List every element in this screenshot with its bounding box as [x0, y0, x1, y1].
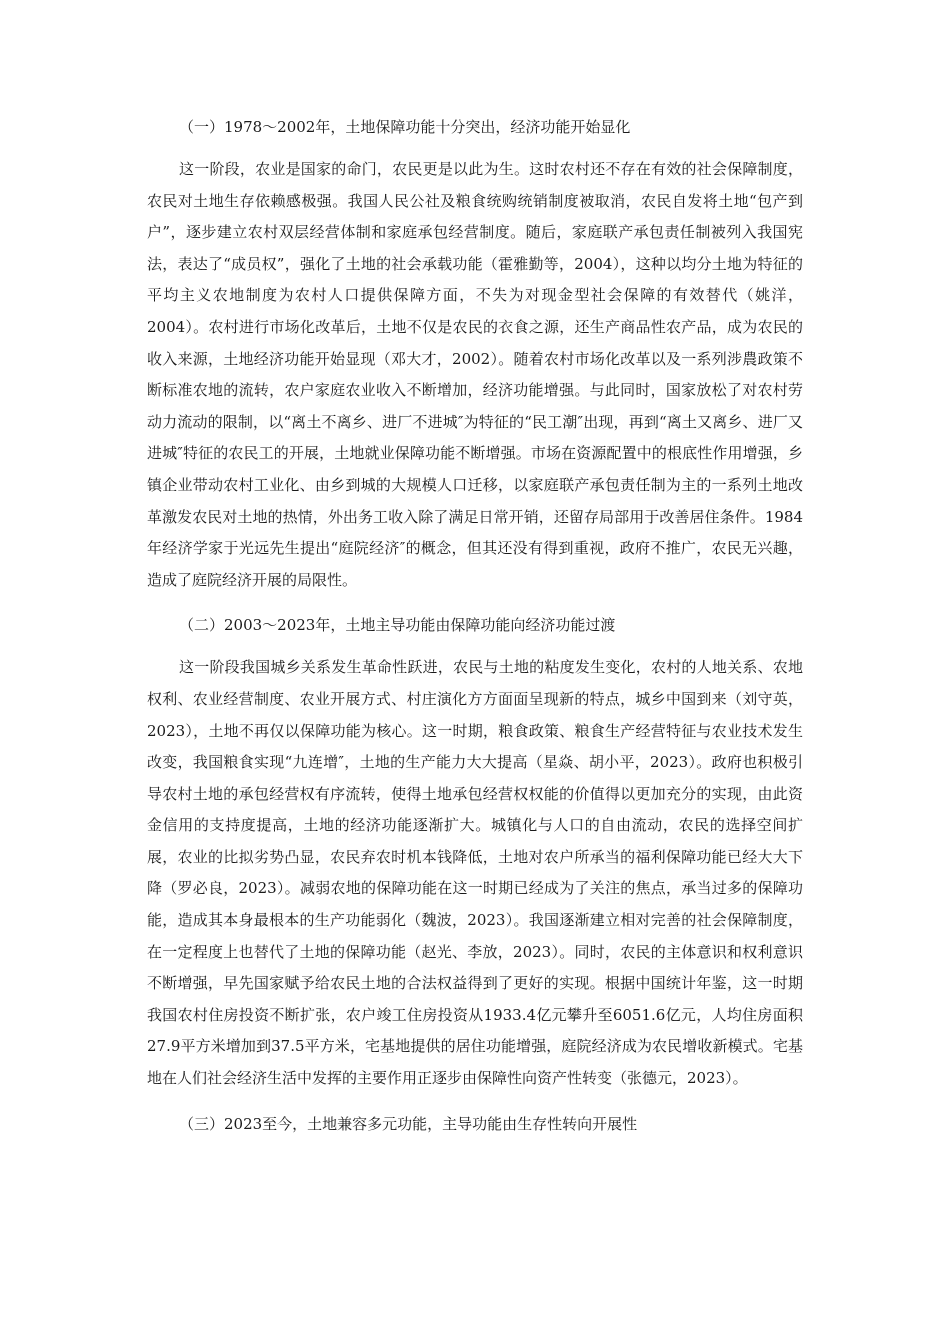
document-page	[147, 112, 803, 1151]
section-1-heading: （一）1978～2002年，土地保障功能十分突出，经济功能开始显化	[179, 118, 631, 136]
section-3-heading: （三）2023至今，土地兼容多元功能，主导功能由生存性转向开展性	[179, 1114, 638, 1133]
section-2-body: 这一阶段我国城乡关系发生革命性跃进，农民与土地的粘度发生变化，农村的人地关系、农地权利、农业经营制度、农业开展方式、村庄演化方方面面呈现新的特点，城乡中国到来（刘守英，2023），土地不再仅以保障功能为核心。这一时期，粮食政策、粮食生产经营特征与农业技术发生改变，我国粮食实现“九连增″，土地的生产能力大大提高（星焱、胡小平，2023）。政府也积极引导农村土地的承包经营权有序流转，使得土地承包经营权权能的价值得以更加充分的实现，由此资金信用的支持度提高，土地的经济功能逐渐扩大。城镇化与人口的自由流动，农民的选择空间扩展，农业的比拟劣势凸显，农民弃农时机本钱降低，土地对农户所承当的福利保障功能已经大大下降（罗必良，2023）。减弱农地的保障功能在这一时期已经成为了关注的焦点，承当过多的保障功能，造成其本身最根本的生产功能弱化（魏波，2023）。我国逐渐建立相对完善的社会保障制度，在一定程度上也替代了土地的保障功能（赵光、李放，2023）。同时，农民的主体意识和权利意识不断增强，早先国家赋予给农民土地的合法权益得到了更好的实现。根据中国统计年鉴，这一时期我国农村住房投资不断扩张，农户竣工住房投资从1933.4亿元攀升至6051.6亿元，人均住房面积27.9平方米增加到37.5平方米，宅基地提供的居住功能增强，庭院经济成为农民增收新模式。宅基地在人们社会经济生活中发挥的主要作用正逐步由保障性向资产性转变（张德元，2023）。	[147, 658, 803, 1088]
section-1-body: 这一阶段，农业是国家的命门，农民更是以此为生。这时农村还不存在有效的社会保障制度，农民对土地生存依赖感极强。我国人民公社及粮食统购统销制度被取消，农民自发将土地“包产到户”，逐步建立农村双层经营体制和家庭承包经营制度。随后，家庭联产承包责任制被列入我国宪法，表达了“成员权”，强化了土地的社会承载功能（霍雅勤等，2004），这种以均分土地为特征的平均主义农地制度为农村人口提供保障方面，不失为对现金型社会保障的有效替代（姚洋，2004）。农村进行市场化改革后，土地不仅是农民的衣食之源，还生产商品性农产品，成为农民的收入来源，土地经济功能开始显现（邓大才，2002）。随着农村市场化改革以及一系列涉農政策不断标准农地的流转，农户家庭农业收入不断增加，经济功能增强。与此同时，国家放松了对农村劳动力流动的限制，以“离土不离乡、进厂不进城″为特征的“民工潮″出现，再到“离土又离乡、进厂又进城″特征的农民工的开展，土地就业保障功能不断增强。市场在资源配置中的根底性作用增强，乡镇企业带动农村工业化、由乡到城的大规模人口迁移，以家庭联产承包责任制为主的一系列土地改革激发农民对土地的热情，外出务工收入除了满足日常开销，还留存局部用于改善居住条件。1984年经济学家于光远先生提出“庭院经济″的概念，但其还没有得到重视，政府不推广，农民无兴趣，造成了庭院经济开展的局限性。	[147, 160, 803, 589]
section-2-heading: （二）2003～2023年，土地主导功能由保障功能向经济功能过渡	[179, 616, 616, 635]
